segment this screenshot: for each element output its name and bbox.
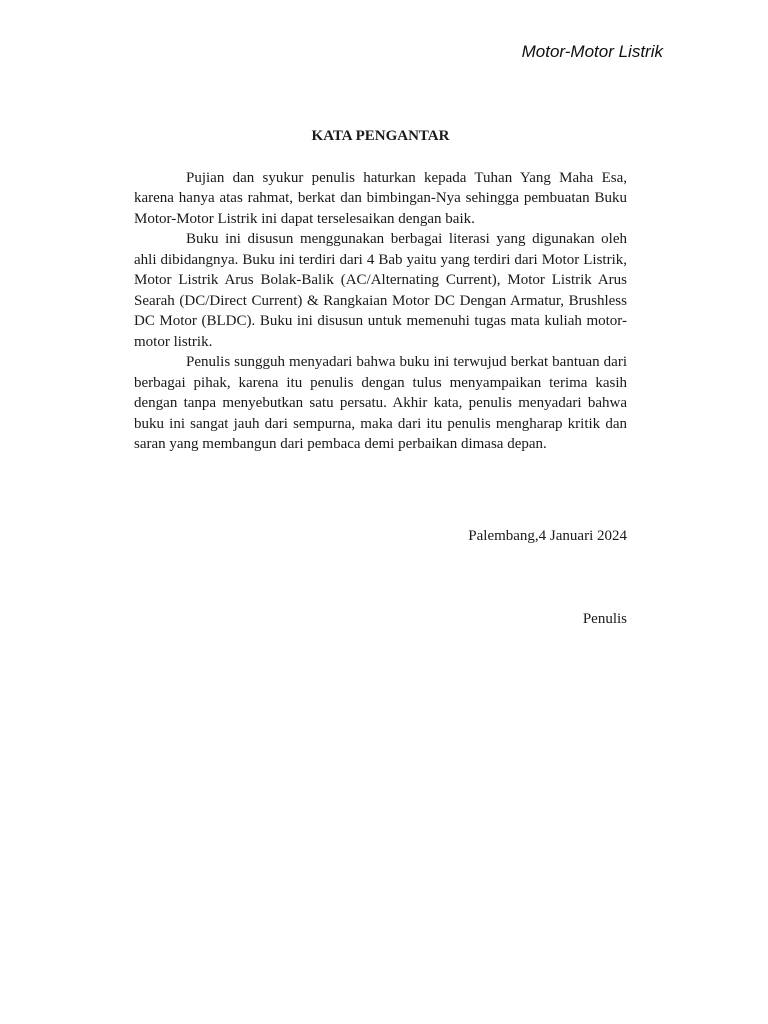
document-body <box>134 126 627 455</box>
paragraph-1: Pujian dan syukur penulis haturkan kepada Tuhan Yang Maha Esa, karena hanya atas rahmat, berkat dan bimbingan-Nya sehingga pembuatan Buku Motor-Motor Listrik ini dapat terselesaikan dengan baik. <box>134 169 627 227</box>
place-date: Palembang,4 Januari 2024 <box>468 528 627 544</box>
page-title: KATA PENGANTAR <box>311 128 450 144</box>
paragraph-2: Buku ini disusun menggunakan berbagai literasi yang digunakan oleh ahli dibidangnya. Buku ini terdiri dari 4 Bab yaitu yang terdiri dari Motor Listrik, Motor Listrik Arus Bolak-Balik (AC/Alternating Current), Motor Listrik Arus Searah (DC/Direct Current) & Rangkaian Motor DC Dengan Armatur, Brushless DC Motor (BLDC). Buku ini disusun untuk memenuhi tugas mata kuliah motor-motor listrik. <box>134 231 627 350</box>
running-header-title: Motor-Motor Listrik <box>521 42 663 61</box>
signature-label: Penulis <box>582 611 627 627</box>
paragraph-3: Penulis sungguh menyadari bahwa buku ini terwujud berkat bantuan dari berbagai pihak, karena itu penulis dengan tulus menyampaikan terima kasih dengan tanpa menyebutkan satu persatu. Akhir kata, penulis menyadari bahwa buku ini sangat jauh dari sempurna, maka dari itu penulis mengharap kritik dan saran yang membangun dari pembaca demi perbaikan dimasa depan. <box>134 354 627 452</box>
